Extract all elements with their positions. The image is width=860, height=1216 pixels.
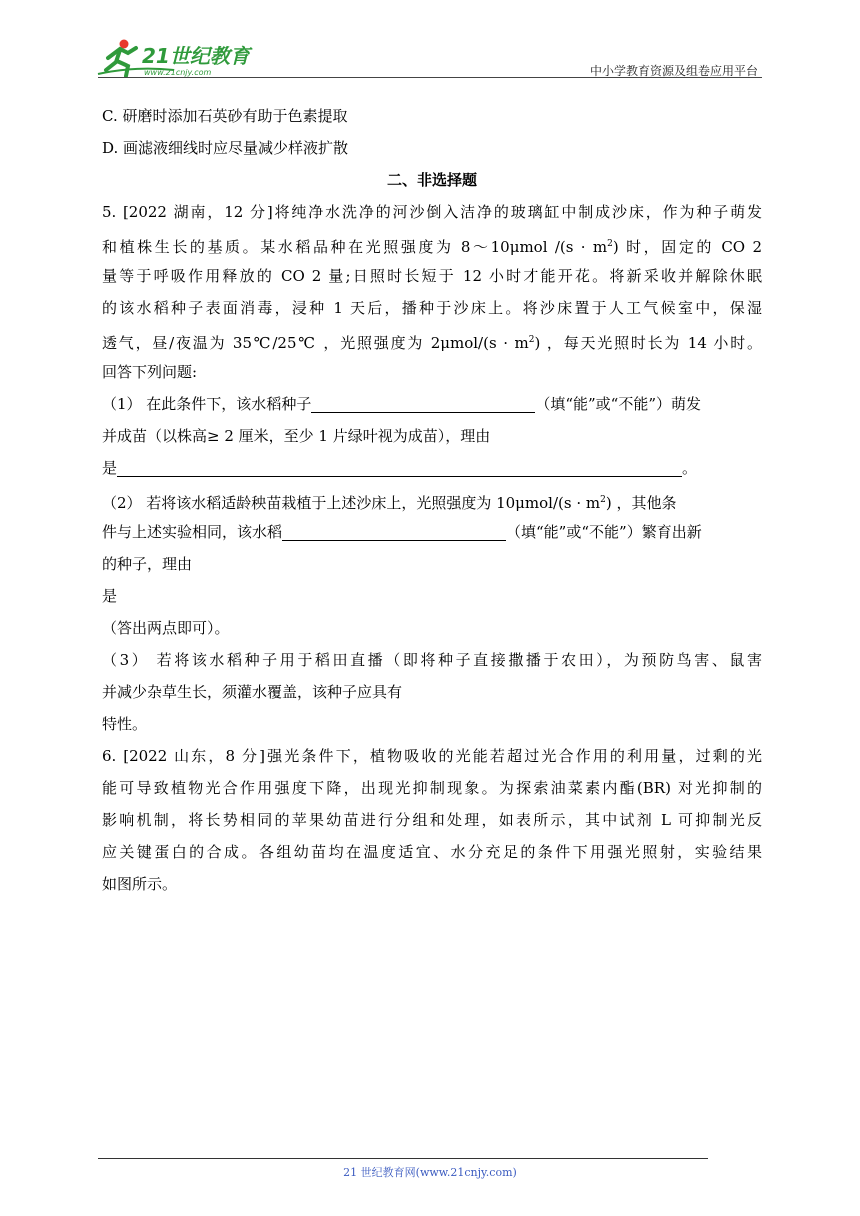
q5-part2-line-3: 的种子，理由 — [102, 555, 193, 573]
question-content — [102, 100, 762, 900]
q5-part2-line-5: （答出两点即可）。 — [102, 619, 230, 637]
q5-part3-line-2: 并减少杂草生长，须灌水覆盖，该种子应具有 — [102, 683, 403, 701]
q5-part2-line-1: （2） 若将该水稻适龄秧苗栽植于上述沙床上，光照强度为 $10\mu mol/(s \cdot m^2)$ ，其他条 — [102, 494, 677, 512]
q5-part2-line-4: 是 — [102, 587, 118, 605]
option-d: D. 画滤液细线时应尽量减少样液扩散 — [102, 139, 349, 157]
header-platform-text: 中小学教育资源及组卷应用平台 — [589, 64, 758, 78]
q6-line-5: 如图所示。 — [102, 875, 178, 893]
q6-line-1: 6. [2022 山东，8 分]强光条件下，植物吸收的光能若超过光合作用的利用量，过剩的光 — [102, 747, 762, 765]
q5-part3-line-3: 特性。 — [102, 715, 148, 733]
q5-part3-line-1: （3） 若将该水稻种子用于稻田直播（即将种子直接撒播于农田），为预防鸟害、鼠害 — [102, 651, 762, 669]
site-logo — [94, 36, 264, 80]
q5-line-4: 的该水稻种子表面消毒，浸种 1 天后，播种于沙床上。将沙床置于人工气候室中，保湿 — [102, 299, 762, 317]
q6-line-3: 影响机制，将长势相同的苹果幼苗进行分组和处理，如表所示，其中试剂 L 可抑制光反 — [102, 811, 762, 829]
section-title: 二、非选择题 — [386, 171, 477, 189]
answer-blank[interactable] — [117, 458, 682, 477]
answer-blank[interactable] — [311, 394, 535, 413]
q5-part1-line-1: （1） 在此条件下，该水稻种子 （填“能”或“不能”）萌发 — [102, 395, 702, 413]
q6-line-2: 能可导致植物光合作用强度下降，出现光抑制现象。为探索油菜素内酯(BR) 对光抑制的 — [102, 779, 762, 797]
q5-part2-line-2: 件与上述实验相同，该水稻 （填“能”或“不能”）繁育出新 — [102, 523, 702, 541]
q5-line-1: 5. [2022 湖南，12 分]将纯净水洗净的河沙倒入洁净的玻璃缸中制成沙床，作为种子萌发 — [102, 203, 762, 221]
footer-text: 21 世纪教育网(www.21cnjy.com) — [343, 1166, 517, 1179]
footer-divider — [98, 1158, 708, 1159]
option-c: C. 研磨时添加石英砂有助于色素提取 — [102, 107, 348, 125]
q5-line-3: 量等于呼吸作用释放的 CO 2 量;日照时长短于 12 小时才能开花。将新采收并解除休眠 — [102, 267, 762, 285]
logo-text: 21世纪教育 — [142, 44, 250, 68]
q5-line-2: 和植株生长的基质。某水稻品种在光照强度为 8～10μmol $/(s \cdot m^2)$ 时，固定的 CO 2 — [102, 238, 762, 256]
header-divider — [98, 77, 762, 78]
answer-blank[interactable] — [282, 522, 506, 541]
q5-line-5: 透气，昼/夜温为 35℃/25℃ ，光照强度为 $2\mu mol/(s \cdot m^2)$ ，每天光照时长为 14 小时。 — [102, 334, 762, 352]
q5-part1-line-2: 并成苗（以株高≥ 2 厘米，至少 1 片绿叶视为成苗），理由 — [102, 427, 491, 445]
q5-part1-line-3: 是 。 — [102, 459, 698, 477]
logo-subtext: www.21cnjy.com — [144, 68, 212, 77]
q6-line-4: 应关键蛋白的合成。各组幼苗均在温度适宜、水分充足的条件下用强光照射，实验结果 — [102, 843, 762, 861]
q5-line-6: 回答下列问题: — [102, 363, 198, 381]
